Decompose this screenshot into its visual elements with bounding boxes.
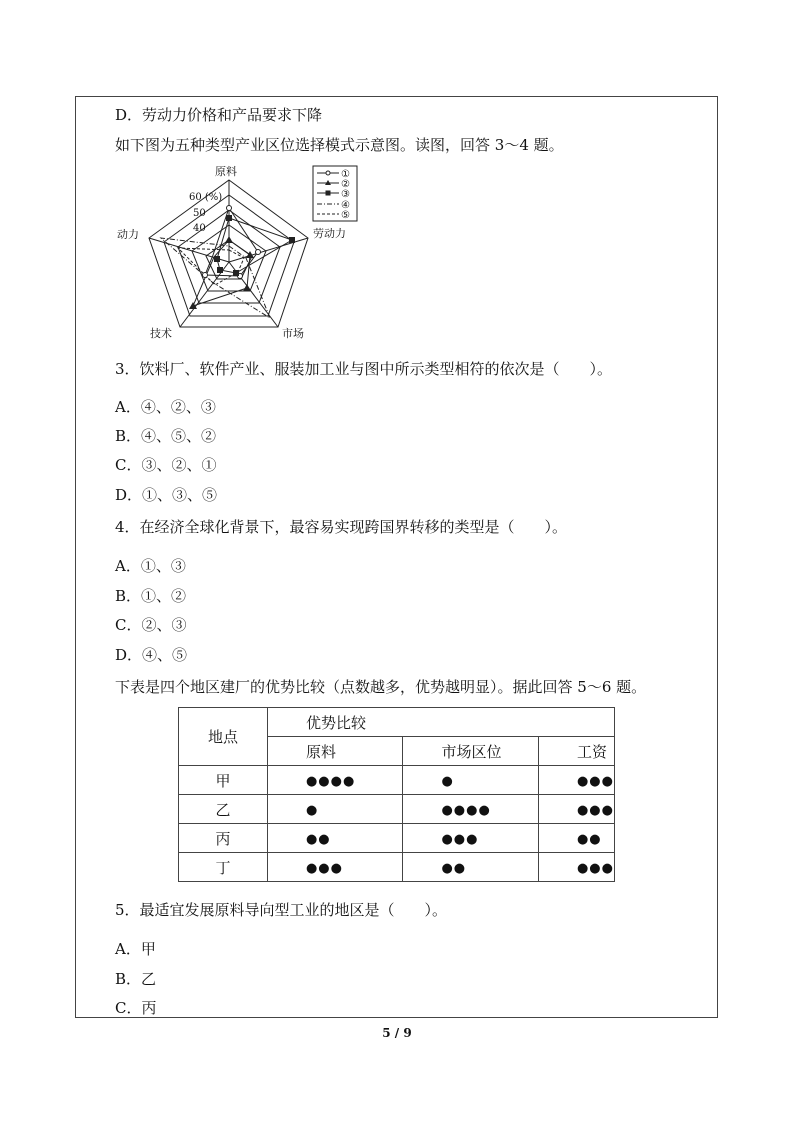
table-row [179,795,615,824]
table-header-place: 地点 [179,708,268,766]
table-cell-place: 乙 [179,795,268,824]
axis-label-market: 市场 [282,327,304,340]
table-row [179,853,615,882]
axis-label-power: 动力 [117,228,139,241]
table-row [179,824,615,853]
advantage-comparison-table [178,707,615,882]
series-1-marker [227,206,232,211]
table-row [179,766,615,795]
intro-questions-3-4: 如下图为五种类型产业区位选择模式示意图。读图，回答 3～4 题。 [115,136,564,154]
question-3-option-c: C．③、②、① [115,456,217,474]
axis-label-technology: 技术 [150,327,172,340]
radar-grid [149,180,308,327]
table-cell-place: 丙 [179,824,268,853]
question-5-option-a: A．甲 [115,940,156,958]
axis-label-labor: 劳动力 [313,227,346,240]
table-cell-place: 丁 [179,853,268,882]
series-1-marker [203,273,208,278]
series-1-marker [256,250,261,255]
legend-label-2: ② [341,179,350,190]
table-cell-dots: ●●● [576,803,614,818]
question-4-option-a: A．①、③ [115,557,186,575]
question-3-option-d: D．①、③、⑤ [115,486,218,504]
series-3-line [217,218,292,273]
series-3-marker [214,256,220,262]
question-3-option-a: A．④、②、③ [115,398,216,416]
intro-questions-5-6: 下表是四个地区建厂的优势比较（点数越多，优势越明显）。据此回答 5～6 题。 [115,678,647,696]
legend-label-1: ① [341,169,350,180]
table-cell-dots: ● [441,774,454,789]
table-header-advantage: 优势比较 [267,708,614,737]
question-4-stem: 4．在经济全球化背景下，最容易实现跨国界转移的类型是（ ）。 [115,518,568,536]
table-cell-dots: ●●●● [305,774,356,789]
question-3-option-b: B．④、⑤、② [115,427,217,445]
scale-label-50: 50 [193,208,206,219]
table-cell-dots: ●●● [576,861,614,876]
page-number: 5 / 9 [382,1026,412,1040]
question-5-option-c: C．丙 [115,999,157,1017]
question-4-option-c: C．②、③ [115,616,187,634]
question-4-option-d: D．④、⑤ [115,646,188,664]
scale-label-60: 60 (%) [189,192,223,203]
series-3-marker [233,270,239,276]
legend-label-3: ③ [341,189,350,200]
table-cell-dots: ●●● [441,832,479,847]
axis-label-raw-material: 原料 [215,165,237,178]
legend-label-5: ⑤ [341,210,350,221]
table-cell-dots: ●●● [576,774,614,789]
table-header-market-location: 市场区位 [403,737,539,766]
table-header-raw-material: 原料 [267,737,402,766]
table-header-wage: 工资 [538,737,614,766]
scale-label-40: 40 [193,223,206,234]
series-3-marker [217,267,223,273]
legend-label-4: ④ [341,200,350,211]
series-3-marker [226,215,232,221]
radar-legend [313,166,357,221]
radar-series [161,208,292,318]
question-5-option-b: B．乙 [115,970,157,988]
question-3-stem: 3．饮料厂、软件产业、服装加工业与图中所示类型相符的依次是（ ）。 [115,360,613,378]
table-cell-dots: ●● [305,832,331,847]
industry-location-radar-figure [110,158,370,343]
question-4-option-b: B．①、② [115,587,187,605]
series-2-marker [225,236,233,243]
series-2-marker [243,284,251,291]
series-3-marker [289,237,295,243]
q2-option-d: D．劳动力价格和产品要求下降 [115,106,323,124]
table-cell-dots: ●●●● [441,803,491,818]
table-cell-dots: ●● [576,832,602,847]
table-cell-place: 甲 [179,766,268,795]
table-cell-dots: ●●● [305,861,343,876]
table-cell-dots: ● [305,803,319,818]
table-cell-dots: ●● [441,861,467,876]
question-5-stem: 5．最适宜发展原料导向型工业的地区是（ ）。 [115,901,448,919]
